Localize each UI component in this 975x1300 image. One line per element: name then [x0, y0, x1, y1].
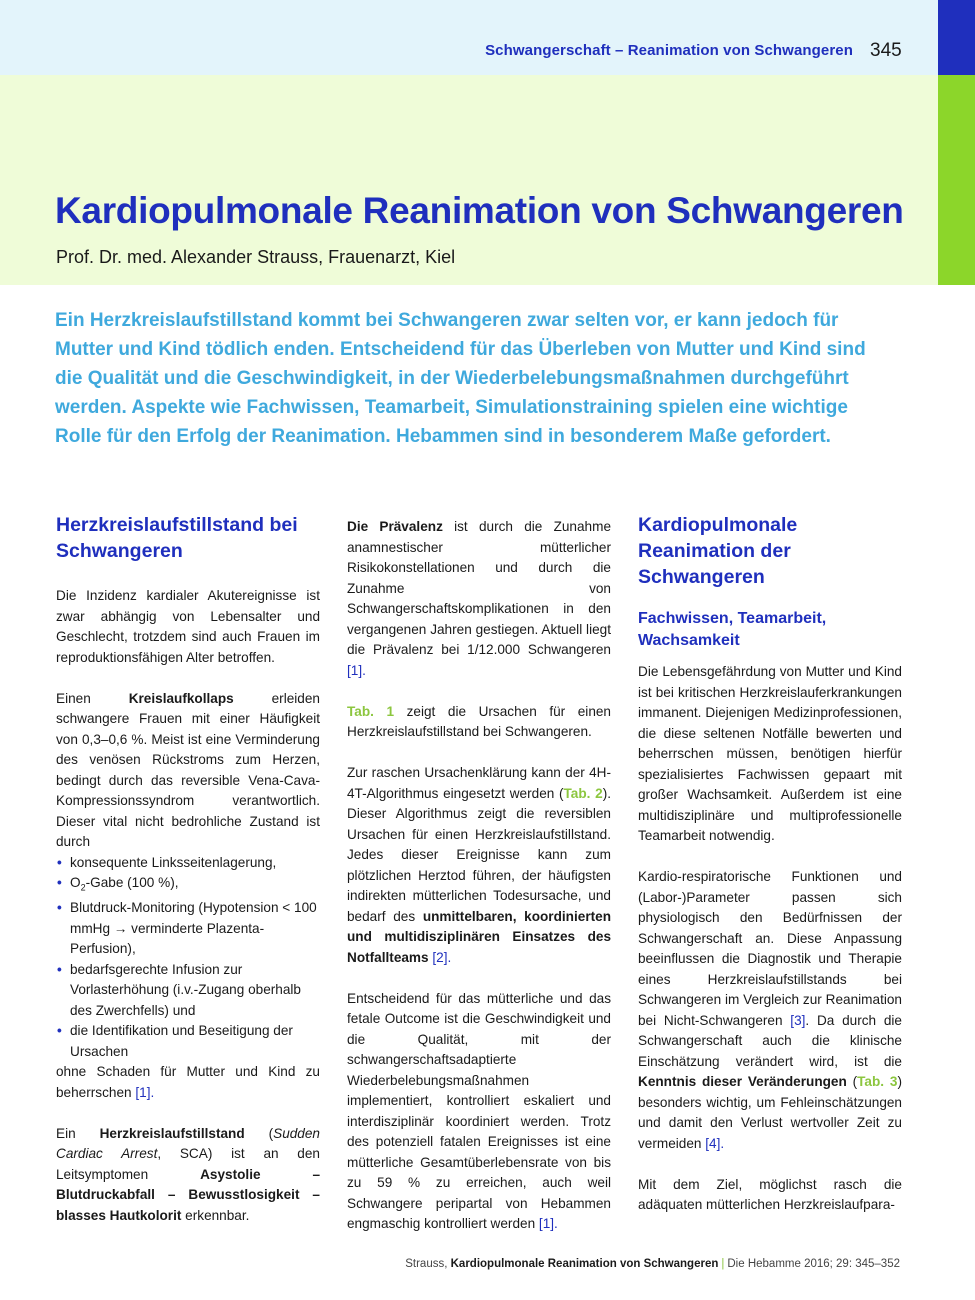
paragraph: Ein Herzkreislaufstillstand (Sudden Cardiac Arrest, SCA) ist an den Leitsymptomen Asystolie – Blutdruckabfall – Bewusstlosigkeit – blasses Hautkolorit erkennbar. — [56, 1125, 321, 1223]
column-3 — [638, 512, 902, 1236]
list-item: • die Identifikation und Beseitigung der Ursachen — [56, 1021, 320, 1062]
list-item: • bedarfsgerechte Infusion zur Vorlasterhöhung (i.v.-Zugang oberhalb des Zwerchfells) und — [56, 960, 320, 1022]
paragraph: Entscheidend für das mütterliche und das fetale Outcome ist die Geschwindigkeit und die Qualität, mit der schwangerschaftsadaptierte Wiederbelebungsmaßnahmen implementiert, kontrolliert eskaliert und interdisziplinär koordiniert werden. Trotz des potenziell fatalen Ereignisses ist eine mütterliche Gesamtüberlebensrate von bis zu 59 % zu erreichen, auch weil Schwangere peripartal von Hebammen engmaschig kontrolliert werden [1]. — [347, 990, 611, 1231]
footer-separator: | — [721, 1258, 725, 1270]
citation-link[interactable]: [4]. — [705, 1135, 725, 1151]
paragraph: Mit dem Ziel, möglichst rasch die adäquaten mütterlichen Herzkreislaufpara- — [638, 1176, 902, 1212]
table-reference-link[interactable]: Tab. 1 — [347, 703, 395, 719]
section-tab-green — [938, 75, 975, 285]
section-tab-blue — [938, 0, 975, 75]
page-number: 345 — [870, 40, 902, 61]
paragraph: Tab. 1 zeigt die Ursachen für einen Herzkreislaufstillstand bei Schwangeren. — [347, 703, 611, 739]
paragraph: Die Lebensgefährdung von Mutter und Kind ist bei kritischen Herzkreislauferkrankungen immanent. Diejenigen Medizinprofessionen, die diese seltenen Notfälle bewerten und beherrschen müssen, benötigen hierfür spezialisiertes Fachwissen gepaart mit großer Wachsamkeit. Außerdem ist eine multidisziplinäre und multiprofessionelle Teamarbeit notwendig. — [638, 664, 902, 843]
section-heading: Herzkreislaufstillstand bei Schwangeren — [56, 514, 298, 562]
column-1 — [56, 512, 320, 1247]
article-title: Kardiopulmonale Reanimation von Schwangeren — [55, 190, 904, 231]
paragraph: Einen Kreislaufkollaps erleiden schwangere Frauen mit einer Häufigkeit von 0,3–0,6 %. Meist ist eine Verminderung des venösen Rückstroms zum Herzen, bedingt durch das reversible Vena-Cava-Kompressionssyndrom verantwortlich. Dieser vital nicht bedrohliche Zustand ist durch — [56, 690, 320, 849]
citation-link[interactable]: [3] — [790, 1012, 806, 1028]
paragraph: ohne Schaden für Mutter und Kind zu beherrschen [1]. — [56, 1064, 320, 1100]
article-author: Prof. Dr. med. Alexander Strauss, Frauenarzt, Kiel — [56, 247, 456, 267]
citation-link[interactable]: [2]. — [428, 949, 452, 965]
section-heading: Kardiopulmonale Reanimation der Schwangeren — [638, 514, 798, 588]
header-band-top — [0, 0, 938, 75]
citation-link[interactable]: [1]. — [538, 1216, 558, 1231]
paragraph: Die Prävalenz ist durch die Zunahme anamnestischer mütterlicher Risikokonstellationen und durch die Zunahme von Schwangerschaftskomplikationen in den vergangenen Jahren gestiegen. Aktuell liegt die Prävalenz bei 1/12.000 Schwangeren [1]. — [347, 519, 611, 678]
paragraph: Kardio-respiratorische Funktionen und (Labor-)Parameter passen sich physiologisch den Bedürfnissen der Schwangerschaft an. Diese Anpassung beeinflussen die Diagnostik und Therapie eines Herzkreislaufstillstands bei Schwangeren im Vergleich zur Reanimation bei Nicht-Schwangeren [3]. Da durch die Schwangerschaft auch die klinische Einschätzung verändert wird, ist die Kenntnis dieser Veränderungen (Tab. 3) besonders wichtig, um Fehleinschätzungen und damit den Verlust wertvoller Zeit zu vermeiden [4]. — [638, 869, 902, 1151]
table-reference-link[interactable]: Tab. 3 — [857, 1074, 898, 1089]
running-head: Schwangerschaft – Reanimation von Schwangeren — [485, 42, 853, 59]
page-footer — [405, 1258, 900, 1270]
footer-author: Strauss, — [405, 1258, 451, 1270]
citation-link[interactable]: [1]. — [347, 662, 366, 678]
footer-journal: Die Hebamme 2016; 29: 345–352 — [727, 1258, 900, 1270]
abstract: Ein Herzkreislaufstillstand kommt bei Schwangeren zwar selten vor, er kann jedoch für Mutter und Kind tödlich enden. Entscheidend für das Überleben von Mutter und Kind sind die Qualität und die Geschwindigkeit, in der Wiederbelebungsmaßnahmen durchgeführt werden. Aspekte wie Fachwissen, Teamarbeit, Simulationstraining spielen eine wichtige Rolle für den Erfolg der Reanimation. Hebammen sind in besonderem Maße gefordert. — [55, 310, 866, 447]
list-item: • Blutdruck-Monitoring (Hypotension < 100 mmHg → verminderte Plazenta-Perfusion), — [56, 898, 320, 960]
footer-title: Kardiopulmonale Reanimation von Schwangeren — [450, 1258, 719, 1270]
column-2 — [347, 517, 611, 1255]
table-reference-link[interactable]: Tab. 2 — [563, 785, 603, 801]
citation-link[interactable]: [1]. — [135, 1084, 155, 1100]
paragraph: Die Inzidenz kardialer Akutereignisse ist zwar abhängig von Lebensalter und Geschlecht, trotzdem sind auch Frauen im reproduktionsfähigen Alter betroffen. — [56, 588, 320, 665]
bullet-list — [56, 853, 320, 1063]
list-item: • konsequente Linksseitenlagerung, — [56, 853, 320, 874]
paragraph: Zur raschen Ursachenklärung kann der 4H-4T-Algorithmus eingesetzt werden (Tab. 2). Dieser Algorithmus zeigt die reversiblen Ursachen für einen Herzkreislaufstillstand. Jedes dieser Ereignisse kann zum plötzlichen Herztod führen, der häufigsten indirekten mütterlichen Todesursache, und bedarf des unmittelbaren, koordinierten und multidisziplinären Einsatzes des Notfallteams [2]. — [347, 765, 612, 965]
list-item: • $O_2$-Gabe (100 %), — [56, 873, 320, 898]
subsection-heading: Fachwissen, Teamarbeit, Wachsamkeit — [638, 610, 827, 649]
